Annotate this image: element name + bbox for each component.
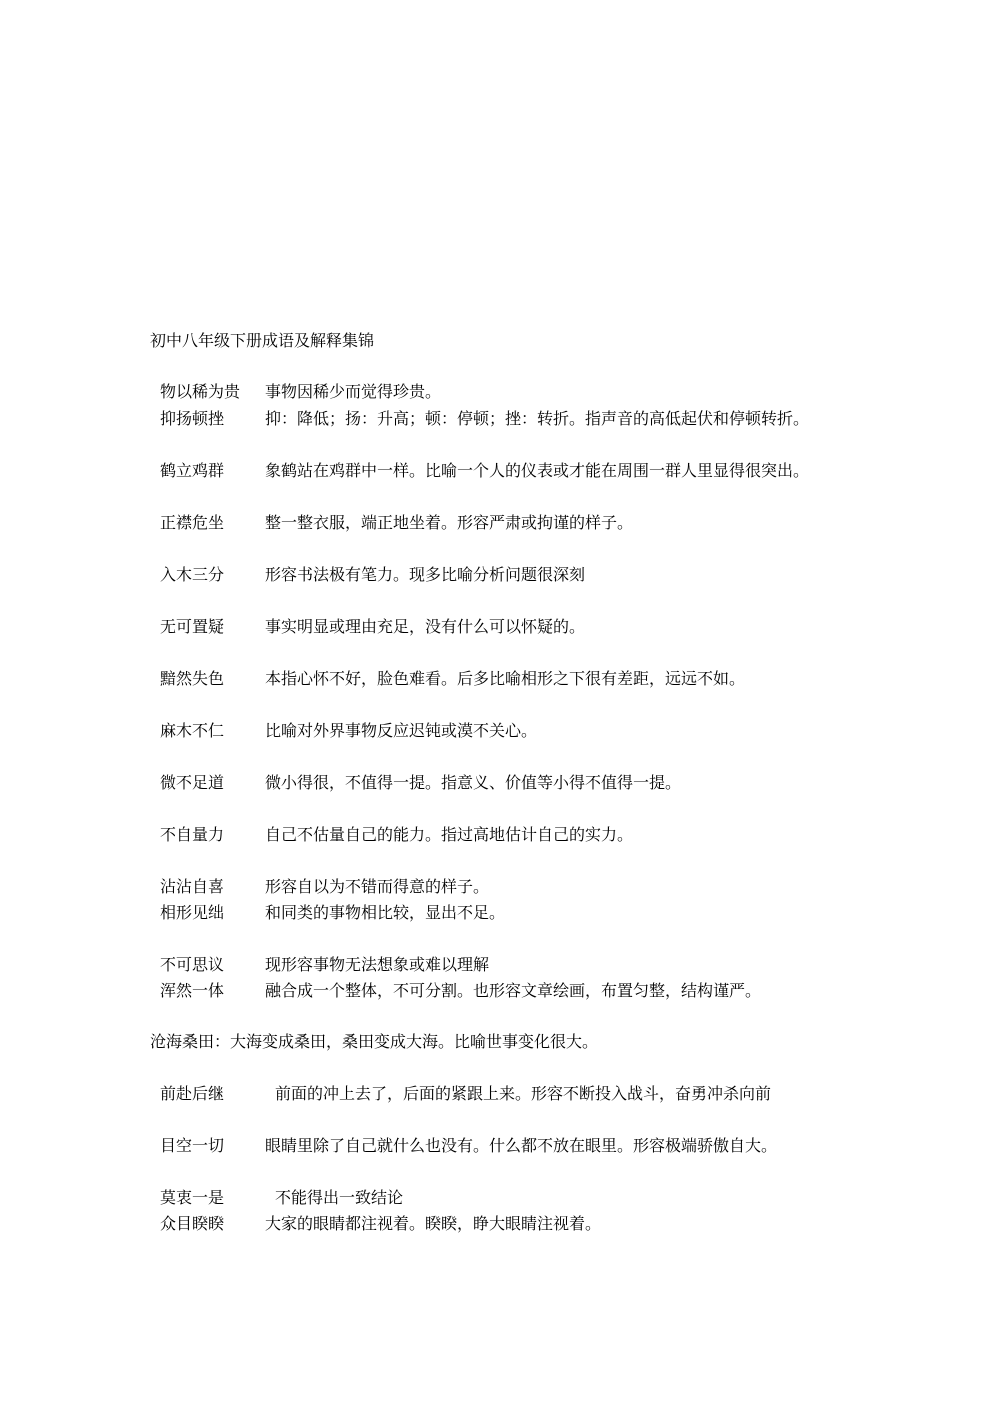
idiom-term: 微不足道 bbox=[160, 773, 225, 792]
idiom-term: 无可置疑 bbox=[160, 617, 225, 636]
idiom-definition: 大家的眼睛都注视着。睽睽，睁大眼睛注视着。 bbox=[265, 1214, 602, 1233]
idiom-definition: 和同类的事物相比较，显出不足。 bbox=[265, 903, 506, 922]
idiom-term: 相形见绌 bbox=[160, 903, 225, 922]
idiom-definition: 比喻对外界事物反应迟钝或漠不关心。 bbox=[265, 721, 538, 740]
idiom-definition: 事实明显或理由充足，没有什么可以怀疑的。 bbox=[265, 617, 586, 636]
idiom-term: 沧海桑田：大海变成桑田，桑田变成大海。比喻世事变化很大。 bbox=[150, 1032, 599, 1051]
idiom-term: 物以稀为贵 bbox=[160, 382, 241, 401]
idiom-definition: 不能得出一致结论 bbox=[275, 1188, 404, 1207]
idiom-definition: 抑：降低；扬：升高；顿：停顿；挫：转折。指声音的高低起伏和停顿转折。 bbox=[265, 409, 810, 428]
idiom-term: 浑然一体 bbox=[160, 981, 225, 1000]
idiom-term: 黯然失色 bbox=[160, 669, 225, 688]
idiom-definition: 整一整衣服，端正地坐着。形容严肃或拘谨的样子。 bbox=[265, 513, 634, 532]
idiom-definition: 融合成一个整体，不可分割。也形容文章绘画，布置匀整，结构谨严。 bbox=[265, 981, 762, 1000]
idiom-definition: 眼睛里除了自己就什么也没有。什么都不放在眼里。形容极端骄傲自大。 bbox=[265, 1136, 778, 1155]
idiom-term: 入木三分 bbox=[160, 565, 225, 584]
idiom-term: 前赴后继 bbox=[160, 1084, 225, 1103]
idiom-entry-inline bbox=[150, 1030, 598, 1054]
idiom-term: 不自量力 bbox=[160, 825, 225, 844]
idiom-definition: 自己不估量自己的能力。指过高地估计自己的实力。 bbox=[265, 825, 634, 844]
idiom-definition: 形容自以为不错而得意的样子。 bbox=[265, 877, 490, 896]
idiom-definition: 前面的冲上去了，后面的紧跟上来。形容不断投入战斗，奋勇冲杀向前 bbox=[275, 1084, 772, 1103]
idiom-term: 正襟危坐 bbox=[160, 513, 225, 532]
idiom-term: 麻木不仁 bbox=[160, 721, 225, 740]
idiom-definition: 事物因稀少而觉得珍贵。 bbox=[265, 382, 442, 401]
idiom-term: 莫衷一是 bbox=[160, 1188, 225, 1207]
idiom-term: 目空一切 bbox=[160, 1136, 225, 1155]
idiom-definition: 微小得很，不值得一提。指意义、价值等小得不值得一提。 bbox=[265, 773, 682, 792]
page-title: 初中八年级下册成语及解释集锦 bbox=[150, 331, 375, 350]
idiom-term: 抑扬顿挫 bbox=[160, 409, 225, 428]
idiom-term: 不可思议 bbox=[160, 955, 225, 974]
idiom-term: 众目睽睽 bbox=[160, 1214, 225, 1233]
idiom-definition: 形容书法极有笔力。现多比喻分析问题很深刻 bbox=[265, 565, 586, 584]
idiom-definition: 现形容事物无法想象或难以理解 bbox=[265, 955, 490, 974]
idiom-term: 沾沾自喜 bbox=[160, 877, 225, 896]
idiom-term: 鹤立鸡群 bbox=[160, 461, 225, 480]
idiom-definition: 本指心怀不好，脸色难看。后多比喻相形之下很有差距，远远不如。 bbox=[265, 669, 746, 688]
idiom-definition: 象鹤站在鸡群中一样。比喻一个人的仪表或才能在周围一群人里显得很突出。 bbox=[265, 461, 810, 480]
